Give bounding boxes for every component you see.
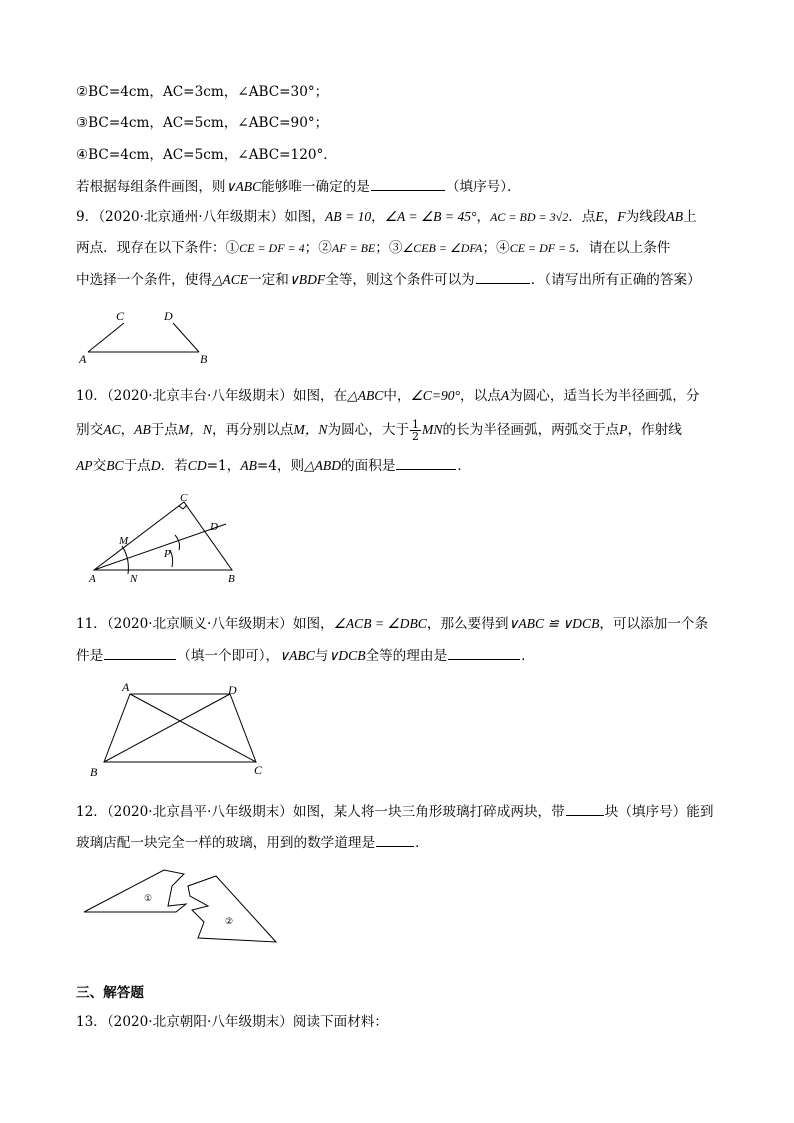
q9-text-d: 为线段: [625, 209, 667, 225]
q10-label-p: P: [164, 548, 171, 560]
q11-quadrilateral: [104, 694, 256, 762]
q10-ac: AC: [103, 422, 121, 437]
q9-line-1: [76, 207, 697, 227]
q10-label-d: D: [210, 521, 218, 533]
q12-figure: [80, 862, 285, 952]
q10-l1-b: 中，: [383, 388, 411, 404]
q9-cond-2: AF = BE: [331, 241, 376, 255]
q10-l2-b: ，: [120, 422, 135, 438]
q8-option-3: ③BC=4cm，AC=5cm，∠ABC=90°；: [76, 115, 329, 131]
q8-option-2: ②BC=4cm，AC=3cm，∠ABC=30°；: [76, 84, 329, 100]
q12-piece-2: [188, 876, 276, 942]
q9-label-b: B: [200, 352, 208, 366]
q10-l2-d: ，再分别以点: [211, 422, 294, 438]
q9-sep: ，: [371, 209, 385, 225]
q11-l1-c: ，可以添加一个条: [599, 616, 709, 632]
q11-label-d: D: [228, 683, 237, 697]
q11-figure: [86, 680, 276, 780]
q9-text-b: ．点: [568, 209, 596, 225]
q10-l1-d: ，以点: [460, 388, 501, 404]
q10-l3-g: ．: [457, 458, 472, 474]
q9-segment-bd: [173, 323, 199, 352]
q10-tri: △ABC: [347, 388, 384, 403]
q9-label-a: A: [79, 352, 87, 366]
q10-mn: M，N: [177, 422, 212, 437]
q9-label-d: D: [164, 309, 173, 323]
q11-intro: 11．（2020·北京顺义·八年级期末）如图，: [76, 616, 334, 632]
q11-label-c: C: [254, 763, 263, 777]
q10-l3-e: =4，则: [256, 458, 305, 474]
q10-angle-c: ∠C=90°: [410, 388, 461, 403]
q10-ab2: AB: [240, 458, 257, 473]
q9-l2-e: ．请在以上条件: [575, 240, 671, 256]
q12-answer-blank-1[interactable]: [566, 801, 604, 816]
q10-line-3: [76, 455, 471, 476]
q11-label-b: B: [90, 765, 98, 779]
q10-figure: [86, 490, 246, 585]
q12-l2-a: 玻璃店配一块完全一样的玻璃，用到的数学道理是: [76, 835, 376, 851]
q10-right-angle-mark: [179, 505, 187, 509]
q10-label-c: C: [180, 492, 188, 504]
q13-line-1: 13．（2020·北京朝阳·八年级期末）阅读下面材料：: [76, 1014, 389, 1030]
q10-arc-p2: [175, 535, 180, 550]
q12-label-piece-1: ①: [144, 893, 153, 903]
q11-l1-b: ，那么要得到: [426, 616, 509, 632]
q9-l3-c: 全等，则这个条件可以为: [325, 272, 475, 288]
section-3-heading: 三、解答题: [76, 985, 144, 1001]
q9-angles: ∠A = ∠B = 45°: [384, 209, 477, 224]
q8-ask-b: 能够唯一确定的是: [261, 179, 370, 195]
q10-l3-c: ．若: [160, 458, 188, 474]
q9-label-c: C: [116, 309, 125, 323]
q9-text-e: 上: [683, 209, 697, 225]
q12-answer-blank-2[interactable]: [376, 832, 414, 847]
q10-label-a: A: [89, 573, 96, 585]
q9-segment-ab: AB: [666, 209, 683, 224]
q12-piece-1: [84, 870, 186, 912]
q10-bc: BC: [106, 458, 124, 473]
q10-ab: AB: [134, 422, 151, 437]
q11-angles: ∠ACB = ∠DBC: [333, 616, 427, 631]
q10-answer-blank[interactable]: [396, 455, 456, 470]
q10-label-b: B: [228, 573, 235, 585]
q9-line-2: [76, 238, 670, 258]
q10-line-1: [76, 386, 699, 406]
q9-ab: AB = 10: [325, 209, 372, 224]
q10-frac-num: 1: [412, 418, 420, 431]
q12-line-2: [76, 832, 429, 853]
q8-answer-blank[interactable]: [371, 176, 445, 191]
q9-tri-bdf: ∨BDF: [288, 272, 326, 287]
q10-tri-abd: △ABD: [304, 458, 342, 473]
q9-tri-ace: △ACE: [211, 272, 249, 287]
q9-l2-b: ；②: [304, 240, 332, 256]
q10-l2-f: 的长为半径画弧，两弧交于点: [442, 422, 620, 438]
q11-tri-dcb: ∨DCB: [328, 648, 366, 663]
q11-answer-blank-1[interactable]: [104, 645, 176, 660]
q8-ask-a: 若根据每组条件画图，则: [76, 179, 226, 195]
q10-l3-b: 于点: [123, 458, 151, 474]
q10-frac-den: 2: [412, 430, 420, 443]
q10-triangle-abc: [94, 502, 232, 570]
q9-cond-3: ∠CEB = ∠DFA: [402, 241, 483, 255]
q8-triangle: ∨ABC: [225, 179, 262, 194]
q10-l1-e: 为圆心，适当长为半径画弧，分: [509, 388, 700, 404]
q12-l1-b: 块（填序号）能到: [604, 804, 714, 820]
q10-fraction: [410, 419, 421, 442]
q12-intro: 12．（2020·北京昌平·八年级期末）如图，某人将一块三角形玻璃打碎成两块，带: [76, 804, 565, 820]
q9-ac-bd: AC = BD = 3√2: [490, 210, 569, 224]
q10-cd: CD: [187, 458, 207, 473]
q9-l3-b: 一定和: [248, 272, 289, 288]
q10-l2-c: 于点: [150, 422, 178, 438]
q9-l2-a: 两点．现存在以下条件：①: [76, 240, 240, 256]
q11-label-a: A: [122, 680, 130, 694]
q11-l2-c: 与: [314, 648, 329, 664]
q9-answer-blank[interactable]: [476, 269, 530, 284]
q10-l3-a: 交: [92, 458, 107, 474]
q9-intro: 9．（2020·北京通州·八年级期末）如图，: [76, 209, 325, 225]
q10-point-p: P: [619, 422, 628, 437]
q11-l2-d: 全等的理由是: [365, 648, 448, 664]
q10-line-2: [76, 419, 682, 442]
q10-ray-ap: [94, 524, 226, 570]
q10-ap: AP: [76, 458, 93, 473]
q10-mn2: M，N: [293, 422, 328, 437]
q11-l2-b: （填一个即可），: [177, 648, 280, 664]
q10-l3-f: 的面积是: [341, 458, 396, 474]
q11-l2-e: ．: [521, 648, 535, 664]
q8-ask-c: （填序号）．: [445, 179, 521, 195]
q9-point-f: F: [617, 209, 626, 224]
q10-point-d: D: [150, 458, 161, 473]
q10-l2-e: 为圆心，大于: [327, 422, 410, 438]
q9-text-c: ，: [603, 209, 618, 225]
q9-l3-d: ．（请写出所有正确的答案）: [530, 272, 701, 288]
q10-label-m: M: [119, 535, 129, 547]
q9-cond-4: CE = DF = 5: [509, 241, 576, 255]
q10-label-n: N: [130, 573, 138, 585]
q9-l2-c: ；③: [375, 240, 403, 256]
q8-option-4: ④BC=4cm，AC=5cm，∠ABC=120°．: [76, 147, 337, 163]
q10-point-a: A: [500, 388, 510, 403]
q11-answer-blank-2[interactable]: [448, 645, 520, 660]
q10-MN: MN: [422, 422, 443, 437]
q9-line-3: [76, 269, 701, 290]
q12-line-1: [76, 801, 713, 822]
q11-diagonal-db: [104, 694, 230, 762]
q11-line-2: [76, 645, 535, 666]
q9-l3-a: 中选择一个条件，使得: [76, 272, 212, 288]
q10-l3-d: =1，: [206, 458, 241, 474]
q11-line-1: [76, 614, 708, 634]
q11-diagonal-ac: [130, 694, 256, 762]
q9-cond-1: CE = DF = 4: [239, 241, 305, 255]
q9-point-e: E: [595, 209, 604, 224]
q10-l2-g: ，作射线: [627, 422, 682, 438]
q9-segment-ac: [88, 323, 124, 352]
q9-sep2: ，: [476, 209, 491, 225]
q8-question: [76, 176, 521, 197]
q12-label-piece-2: ②: [225, 916, 234, 926]
q11-l2-a: 件是: [76, 648, 104, 664]
q11-congruence: ∨ABC ≌ ∨DCB: [508, 616, 600, 631]
q11-tri-abc: ∨ABC: [279, 648, 315, 663]
q12-l2-b: ．: [415, 835, 429, 851]
q10-l2-a: 别交: [76, 422, 104, 438]
q10-intro: 10．（2020·北京丰台·八年级期末）如图，在: [76, 388, 348, 404]
q9-l2-d: ；④: [482, 240, 510, 256]
q9-figure: [76, 305, 216, 367]
